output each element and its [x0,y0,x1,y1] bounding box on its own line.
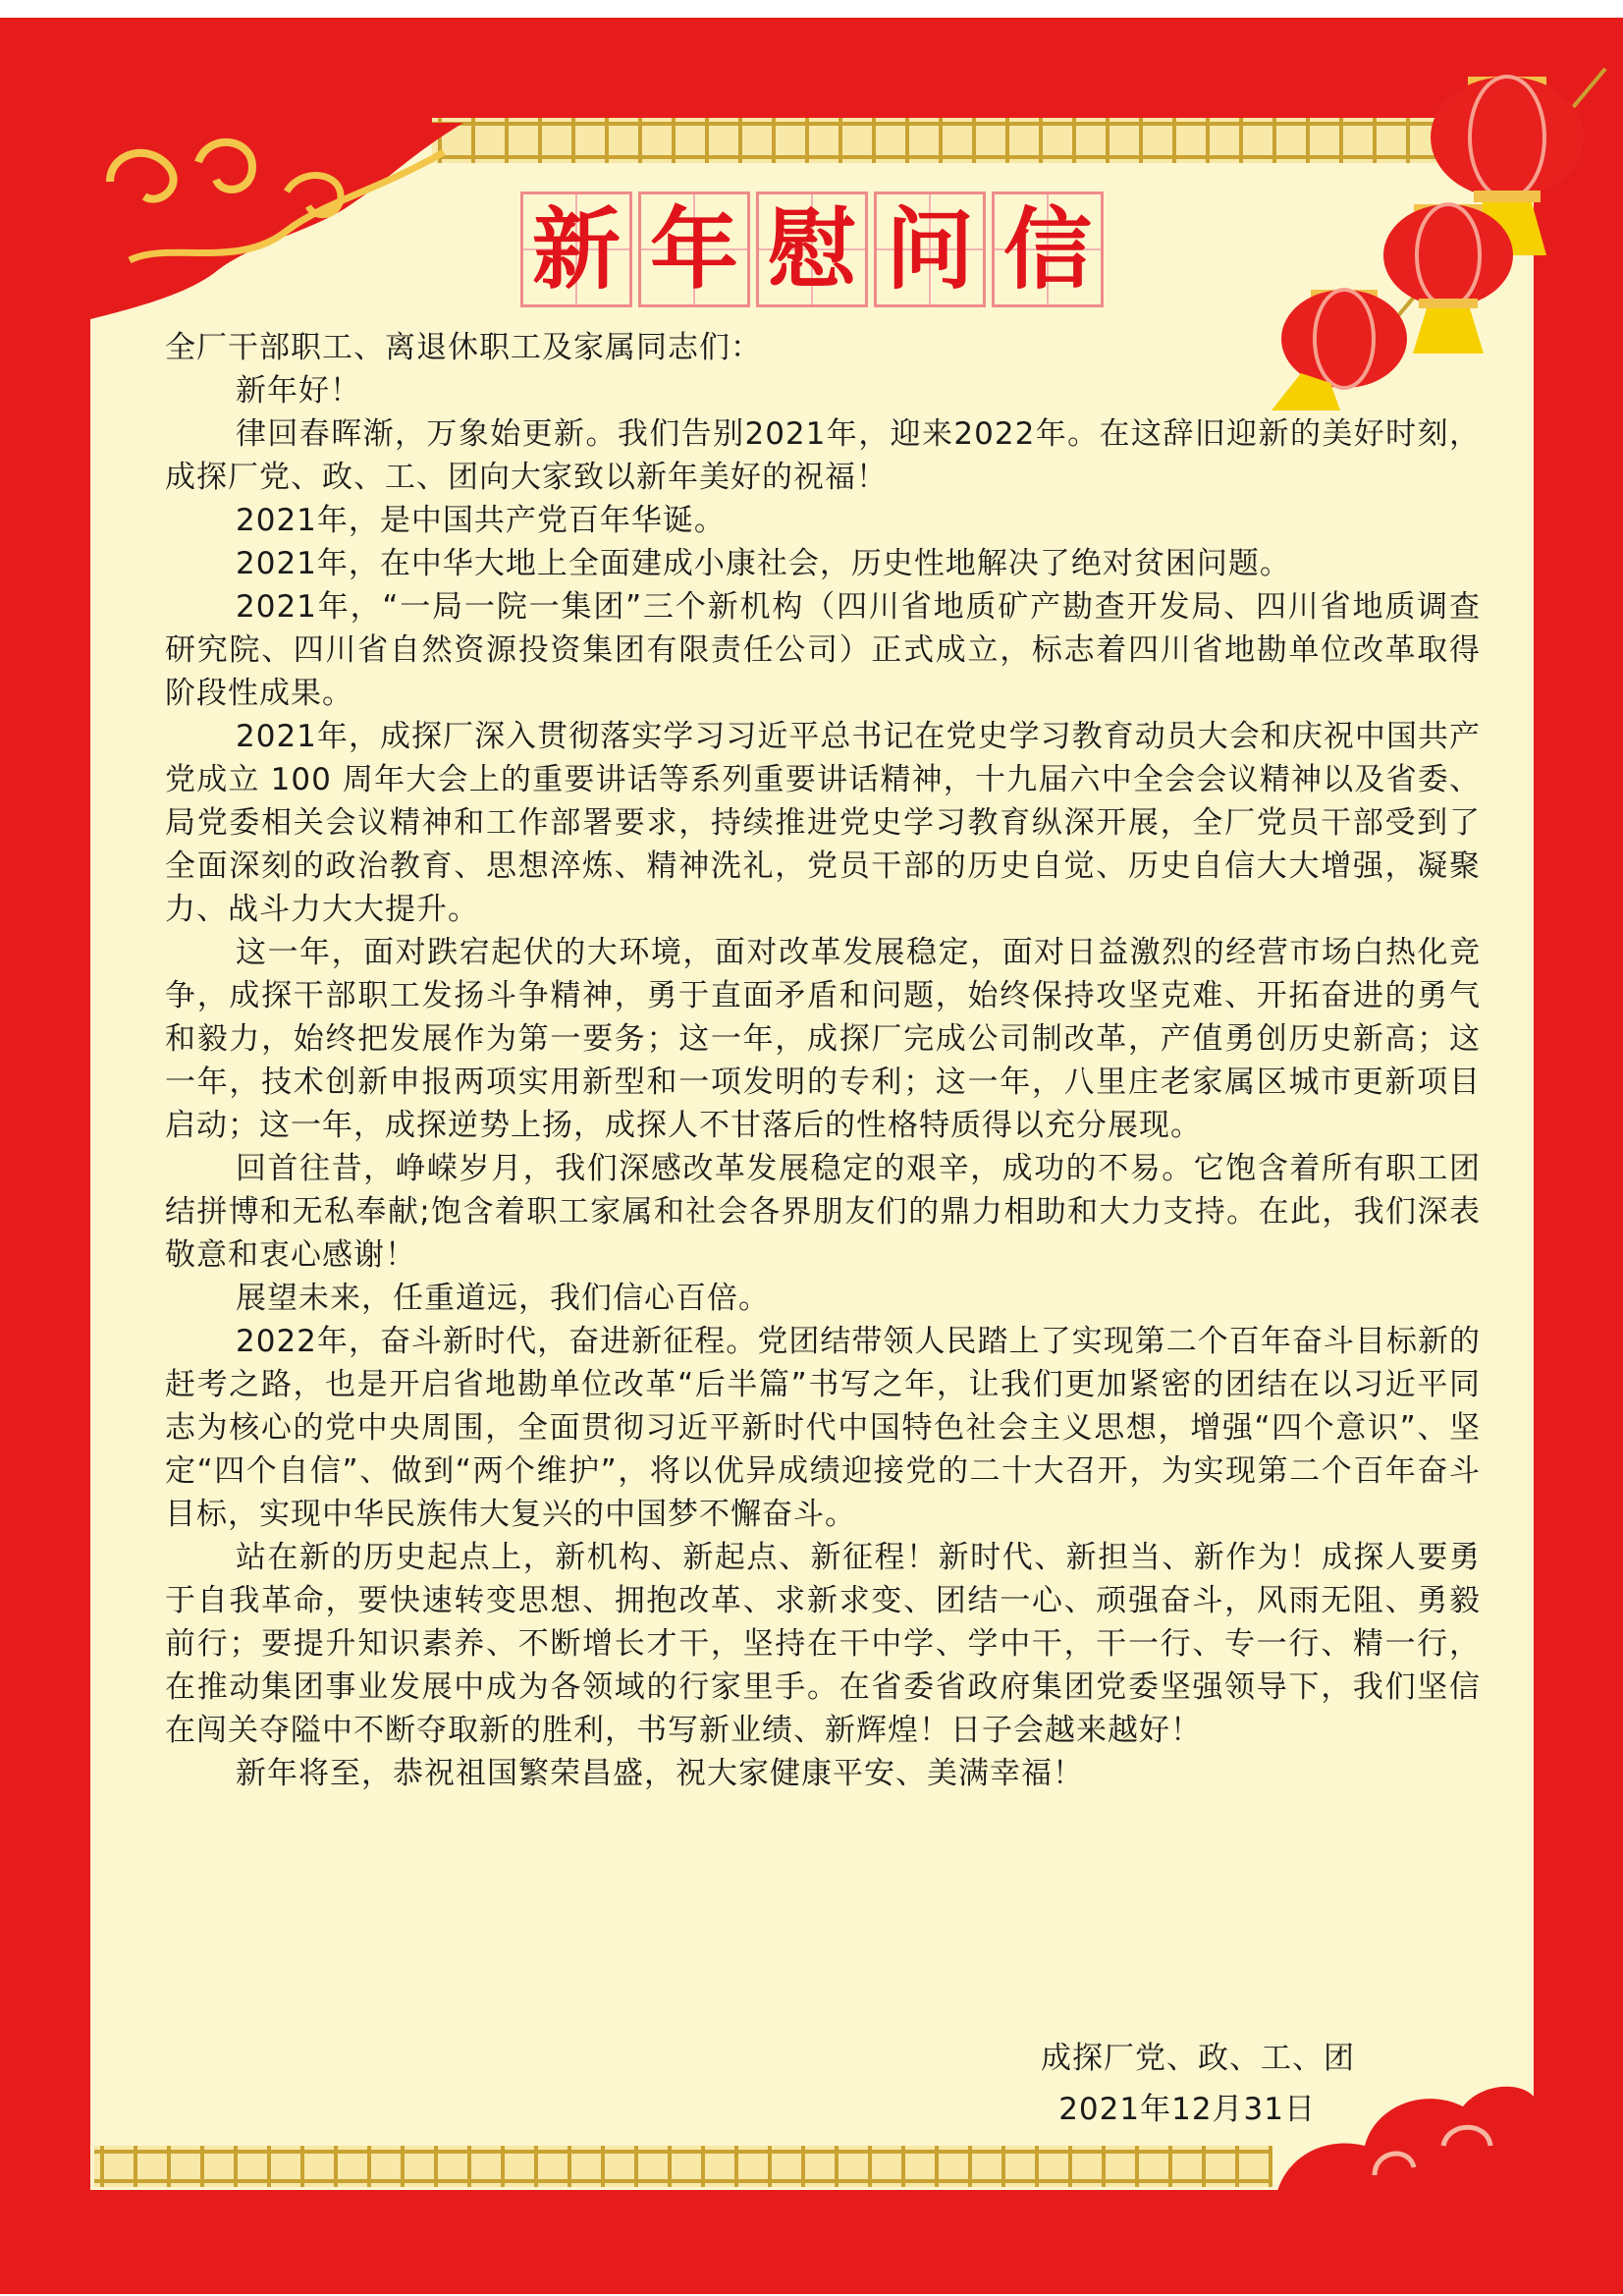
letter-body [165,326,1481,1795]
paragraph: 律回春晖渐，万象始更新。我们告别2021年，迎来2022年。在这辞旧迎新的美好时刻，成探厂党、政、工、团向大家致以新年美好的祝福！ [165,416,1481,495]
paragraph: 新年将至，恭祝祖国繁荣昌盛，祝大家健康平安、美满幸福！ [236,1756,1084,1791]
salutation: 全厂干部职工、离退休职工及家属同志们： [165,330,762,365]
paragraph: 站在新的历史起点上，新机构、新起点、新征程！新时代、新担当、新作为！成探人要勇于自我革命，要快速转变思想、拥抱改革、求新求变、团结一心、顽强奋斗，风雨无阻、勇毅前行；要提升知识素养、不断增长才干，坚持在干中学、学中干，干一行、专一行、精一行，在推动集团事业发展中成为各领域的行家里手。在省委省政府集团党委坚强领导下，我们坚信在闯关夺隘中不断夺取新的胜利，书写新业绩、新辉煌！日子会越来越好！ [165,1540,1481,1748]
paragraph: 展望未来，任重道远，我们信心百倍。 [236,1281,770,1316]
title-char: 问 [874,191,986,307]
title-char: 信 [992,191,1104,307]
signature-date: 2021年12月31日 [1058,2092,1316,2127]
paragraph: 这一年，面对跌宕起伏的大环境，面对改革发展稳定，面对日益激烈的经营市场白热化竞争，成探干部职工发扬斗争精神，勇于直面矛盾和问题，始终保持攻坚克难、开拓奋进的勇气和毅力，始终把发展作为第一要务；这一年，成探厂完成公司制改革，产值勇创历史新高；这一年，技术创新申报两项实用新型和一项发明的专利；这一年，八里庄老家属区城市更新项目启动；这一年，成探逆势上扬，成探人不甘落后的性格特质得以充分展现。 [165,935,1481,1143]
page-title [520,191,1104,307]
auspicious-cloud-icon [90,123,463,319]
paragraph: 2021年，在中华大地上全面建成小康社会，历史性地解决了绝对贫困问题。 [236,546,1291,581]
signature-block [844,2033,1355,2135]
title-char: 年 [638,191,750,307]
signature-org: 成探厂党、政、工、团 [1041,2041,1355,2076]
paragraph: 2021年，“一局一院一集团”三个新机构（四川省地质矿产勘查开发局、四川省地质调查研究院、四川省自然资源投资集团有限责任公司）正式成立，标志着四川省地勘单位改革取得阶段性成果。 [165,589,1481,711]
title-char: 慰 [756,191,868,307]
paragraph: 2021年，是中国共产党百年华诞。 [236,503,726,538]
paragraph: 回首往昔，峥嵘岁月，我们深感改革发展稳定的艰辛，成功的不易。它饱含着所有职工团结拼博和无私奉献;饱含着职工家属和社会各界朋友们的鼎力相助和大力支持。在此，我们深表敬意和衷心感谢！ [165,1151,1481,1273]
paragraph: 2022年，奋斗新时代，奋进新征程。党团结带领人民踏上了实现第二个百年奋斗目标新的赶考之路，也是开启省地勘单位改革“后半篇”书写之年，让我们更加紧密的团结在以习近平同志为核心的党中央周围，全面贯彻习近平新时代中国特色社会主义思想，增强“四个意识”、坚定“四个自信”、做到“两个维护”，将以优异成绩迎接党的二十大召开，为实现第二个百年奋斗目标，实现中华民族伟大复兴的中国梦不懈奋斗。 [165,1324,1481,1532]
paragraph: 新年好！ [236,373,361,409]
title-char: 新 [520,191,632,307]
bottom-fret-border [94,2146,1272,2187]
paragraph: 2021年，成探厂深入贯彻落实学习习近平总书记在党史学习教育动员大会和庆祝中国共产党成立 100 周年大会上的重要讲话等系列重要讲话精神，十九届六中全会会议精神以及省委、局党委相关会议精神和工作部署要求，持续推进党史学习教育纵深开展，全厂党员干部受到了全面深刻的政治教育、思想淬炼、精神洗礼，党员干部的历史自觉、历史自信大大增强，凝聚力、战斗力大大提升。 [165,719,1481,927]
